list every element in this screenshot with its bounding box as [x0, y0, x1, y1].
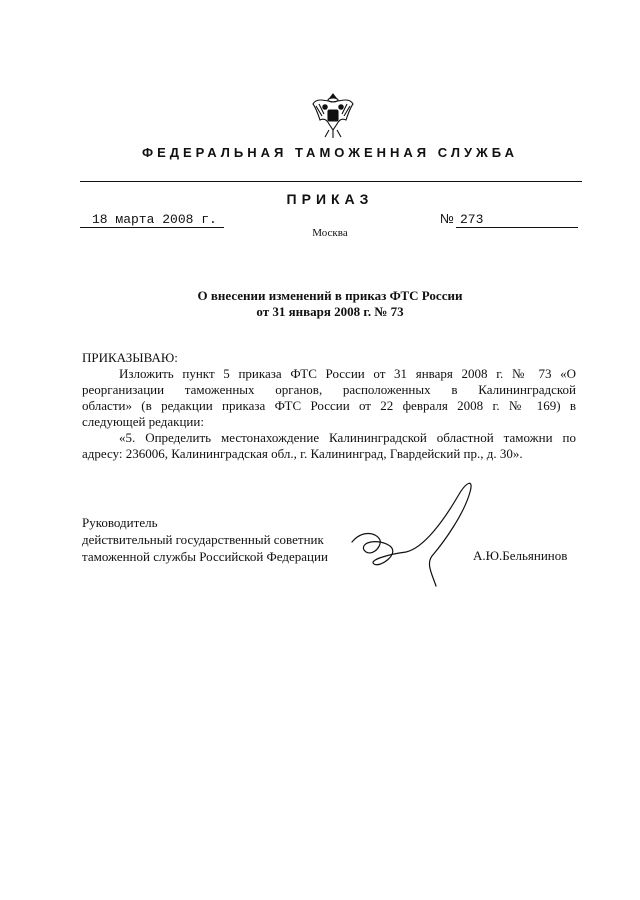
- city: Москва: [312, 227, 348, 239]
- order-number-label: №: [440, 211, 454, 226]
- position-line-2: действительный государственный советник: [82, 532, 324, 547]
- coat-of-arms-emblem: [310, 90, 356, 140]
- agency-name: ФЕДЕРАЛЬНАЯ ТАМОЖЕННАЯ СЛУЖБА: [141, 145, 519, 160]
- body-line-6: адресу: 236006, Калининградская обл., г. Калининград, Гвардейский пр., д. 30».: [82, 446, 523, 461]
- body-line-1: Изложить пункт 5 приказа ФТС России от 31 января 2008 г. № 73 «О: [119, 366, 576, 381]
- order-word: ПРИКАЗЫВАЮ:: [82, 350, 178, 365]
- handwritten-signature: [340, 470, 490, 600]
- position-line-1: Руководитель: [82, 515, 158, 530]
- body-line-5: «5. Определить местонахождение Калининградской областной таможни по: [119, 430, 576, 445]
- order-number: 273: [460, 212, 484, 227]
- signatory-position: [82, 514, 328, 565]
- body-line-4: следующей редакции:: [82, 414, 204, 429]
- body-line-2: реорганизации таможенных органов, расположенных в Калининградской: [82, 382, 576, 397]
- order-title-line-1: О внесении изменений в приказ ФТС России: [197, 288, 463, 303]
- order-body: [82, 366, 576, 462]
- order-date: 18 марта 2008 г.: [92, 212, 217, 227]
- position-line-3: таможенной службы Российской Федерации: [82, 549, 328, 564]
- signer-name: А.Ю.Бельянинов: [473, 548, 568, 563]
- order-title-line-2: от 31 января 2008 г. № 73: [256, 304, 404, 319]
- header-divider: [80, 181, 582, 182]
- order-title: [80, 288, 580, 320]
- document-type: ПРИКАЗ: [286, 191, 374, 207]
- body-line-3: области» (в редакции приказа ФТС России от 22 февраля 2008 г. № 169) в: [82, 398, 576, 413]
- order-number-field: [456, 212, 578, 228]
- order-date-field: [80, 212, 224, 228]
